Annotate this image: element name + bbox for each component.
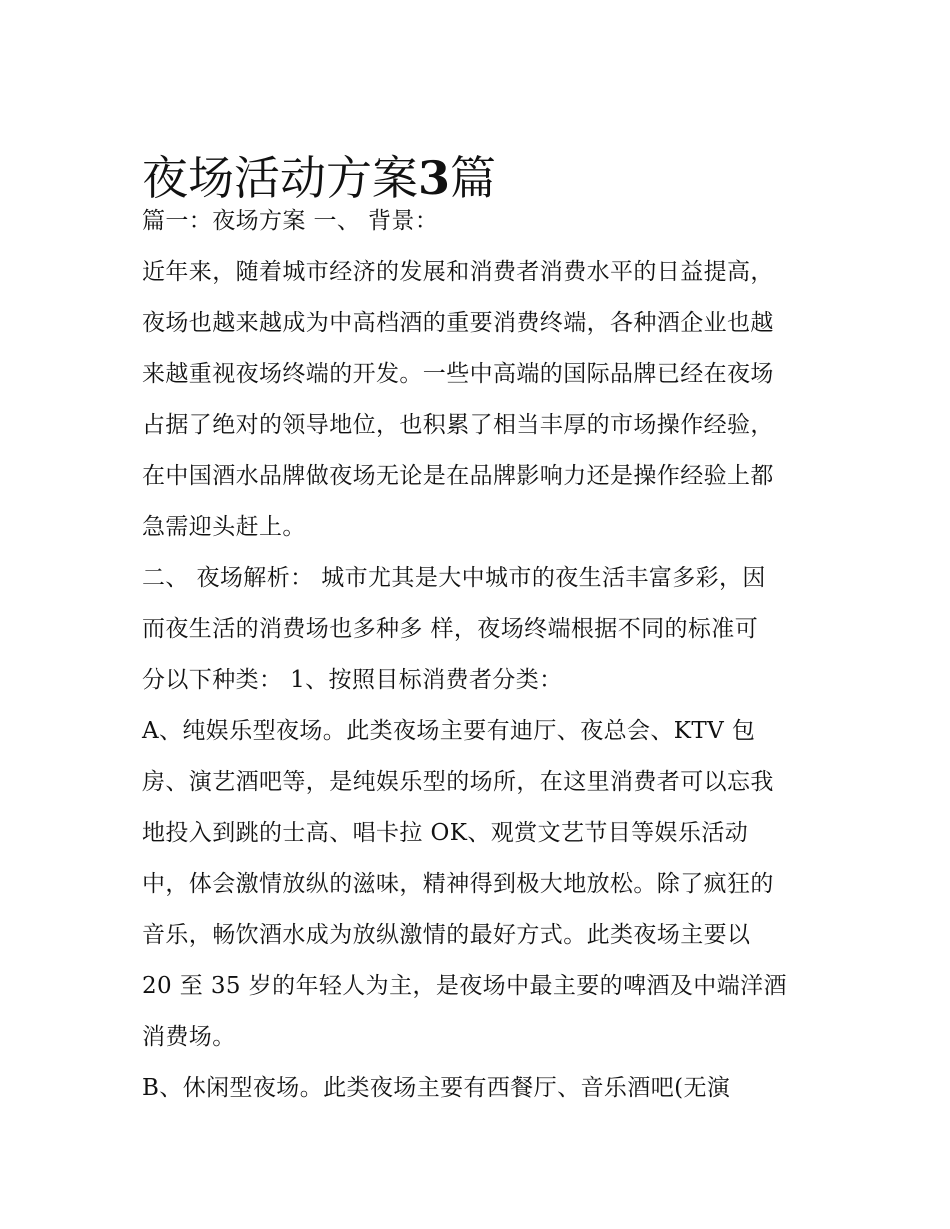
list-item-a: A、纯娱乐型夜场。此类夜场主要有迪厅、夜总会、KTV 包 xyxy=(142,718,756,744)
section-heading-1: 篇一：夜场方案 一、 背景： xyxy=(142,208,439,234)
list-item-b: B、休闲型夜场。此类夜场主要有西餐厅、音乐酒吧(无演 xyxy=(142,1075,731,1101)
paragraph-line: 房、演艺酒吧等，是纯娱乐型的场所，在这里消费者可以忘我 xyxy=(142,769,774,795)
paragraph-line: 地投入到跳的士高、唱卡拉 OK、观赏文艺节目等娱乐活动 xyxy=(142,820,749,846)
paragraph-line: 近年来，随着城市经济的发展和消费者消费水平的日益提高， xyxy=(142,259,774,285)
paragraph-line: 来越重视夜场终端的开发。一些中高端的国际品牌已经在夜场 xyxy=(142,361,774,387)
paragraph-line: 而夜生活的消费场也多种多 样，夜场终端根据不同的标准可 xyxy=(142,616,759,642)
section-heading-2: 二、 夜场解析： 城市尤其是大中城市的夜生活丰富多彩，因 xyxy=(142,565,766,591)
paragraph-line: 消费场。 xyxy=(142,1024,236,1050)
title-number: 3 xyxy=(418,150,451,205)
paragraph-line: 中，体会激情放纵的滋味，精神得到极大地放松。除了疯狂的 xyxy=(142,871,774,897)
paragraph-line: 音乐，畅饮酒水成为放纵激情的最好方式。此类夜场主要以 xyxy=(142,922,751,948)
paragraph-line: 夜场也越来越成为中高档酒的重要消费终端，各种酒企业也越 xyxy=(142,310,774,336)
paragraph-line: 20 至 35 岁的年轻人为主，是夜场中最主要的啤酒及中端洋酒 xyxy=(142,973,787,999)
document-title xyxy=(142,146,496,210)
title-prefix: 夜场活动方案 xyxy=(142,150,418,205)
paragraph-line: 占据了绝对的领导地位，也积累了相当丰厚的市场操作经验， xyxy=(142,412,774,438)
title-suffix: 篇 xyxy=(450,150,497,205)
paragraph-line: 在中国酒水品牌做夜场无论是在品牌影响力还是操作经验上都 xyxy=(142,463,774,489)
paragraph-line: 分以下种类： 1、按照目标消费者分类： xyxy=(142,667,563,693)
paragraph-line: 急需迎头赶上。 xyxy=(142,514,306,540)
